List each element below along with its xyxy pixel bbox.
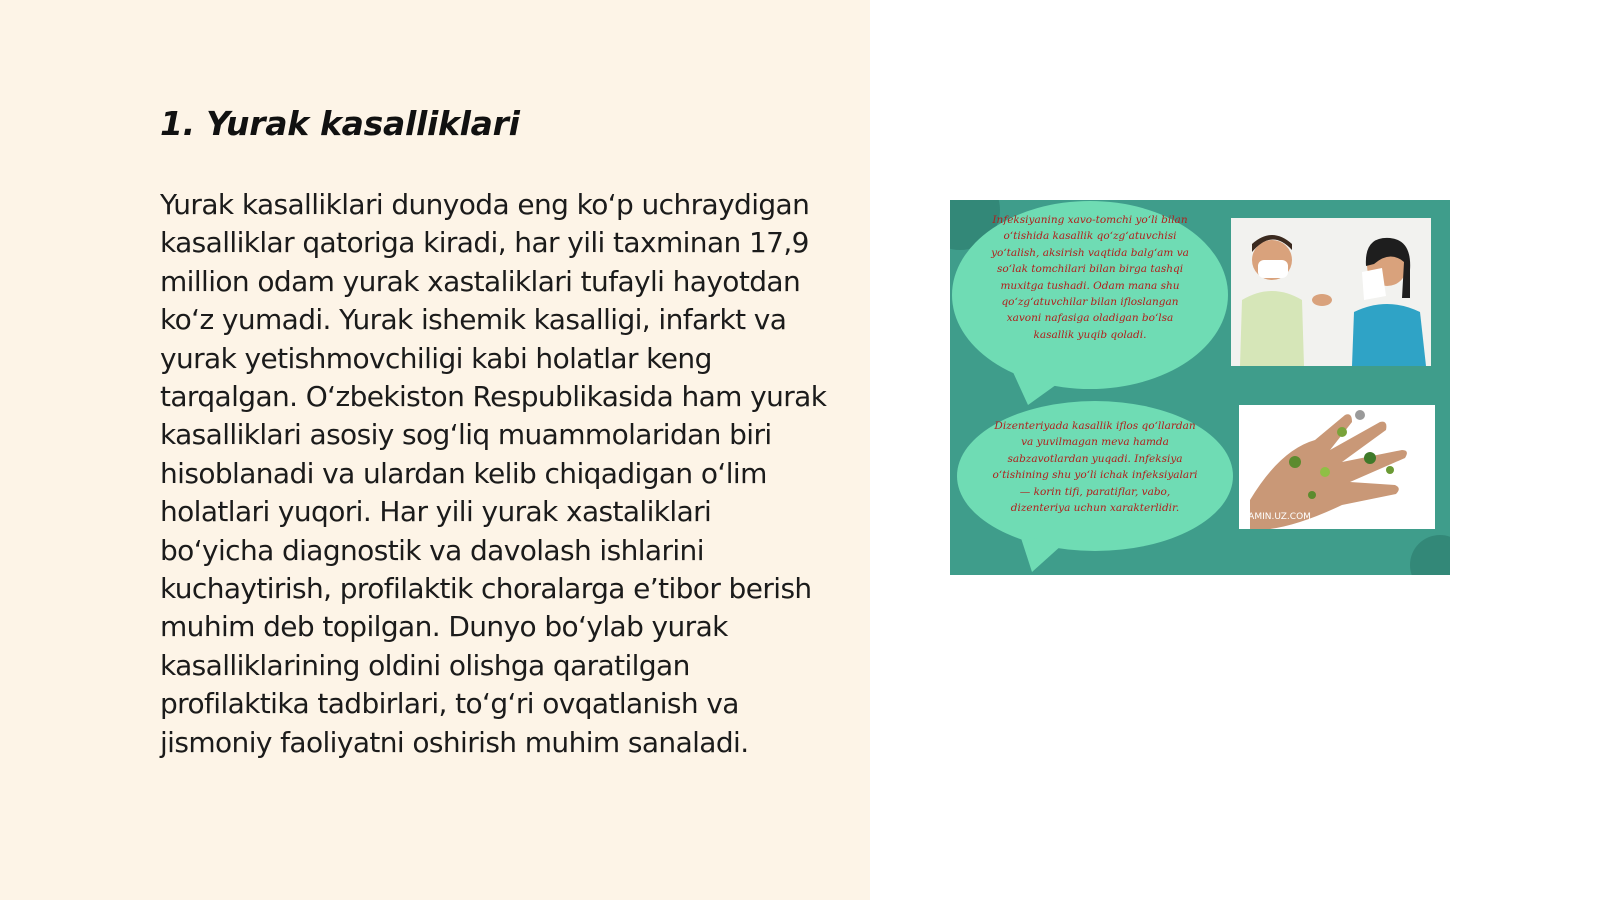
- bubble-bottom-text: Dizenteriyada kasallik iflos qo‘llardan va yuvilmagan meva hamda sabzavotlardan yuqadi. Infeksiya o‘tishining shu yo‘li ichak infeksiyalari — korin tifi, paratiflar, vabo, dizenteriya uchun xarakterlidir.: [992, 420, 1198, 515]
- picture-watermark: ZAMIN.UZ.COM: [1242, 512, 1311, 522]
- bubble-top-text: Infeksiyaning xavo-tomchi yo‘li bilan o‘tishida kasallik qo‘zg‘atuvchisi yo‘talish, aksirish vaqtida balg‘am va so‘lak tomchilari bilan birga tashqi muxitga tushadi. Odam mana shu qo‘zg‘atuvchilar bilan ifloslangan xavoni nafasiga oladigan bo‘lsa kasallik yuqib qoladi.: [991, 214, 1189, 341]
- dirty-hand-germs-photo: [1239, 405, 1435, 529]
- infographic-picture: [950, 200, 1450, 575]
- sneezing-people-photo: [1231, 218, 1431, 366]
- slide-body-text: Yurak kasalliklari dunyoda eng ko‘p uchraydigan kasalliklar qatoriga kiradi, har yili taxminan 17,9 million odam yurak xastaliklari tufayli hayotdan ko‘z yumadi. Yurak ishemik kasalligi, infarkt va yurak yetishmovchiligi kabi holatlar keng tarqalgan. O‘zbekiston Respublikasida ham yurak kasalliklari asosiy sog‘liq muammolaridan biri hisoblanadi va ulardan kelib chiqadigan o‘lim holatlari yuqori. Har yili yurak xastaliklari bo‘yicha diagnostik va davolash ishlarini kuchaytirish, profilaktik choralarga e’tibor berish muhim deb topilgan. Dunyo bo‘ylab yurak kasalliklarining oldini olishga qaratilgan profilaktika tadbirlari, to‘g‘ri ovqatlanish va jismoniy faoliyatni oshirish muhim sanaladi.: [160, 188, 827, 759]
- slide-title: 1. Yurak kasalliklari: [160, 104, 520, 143]
